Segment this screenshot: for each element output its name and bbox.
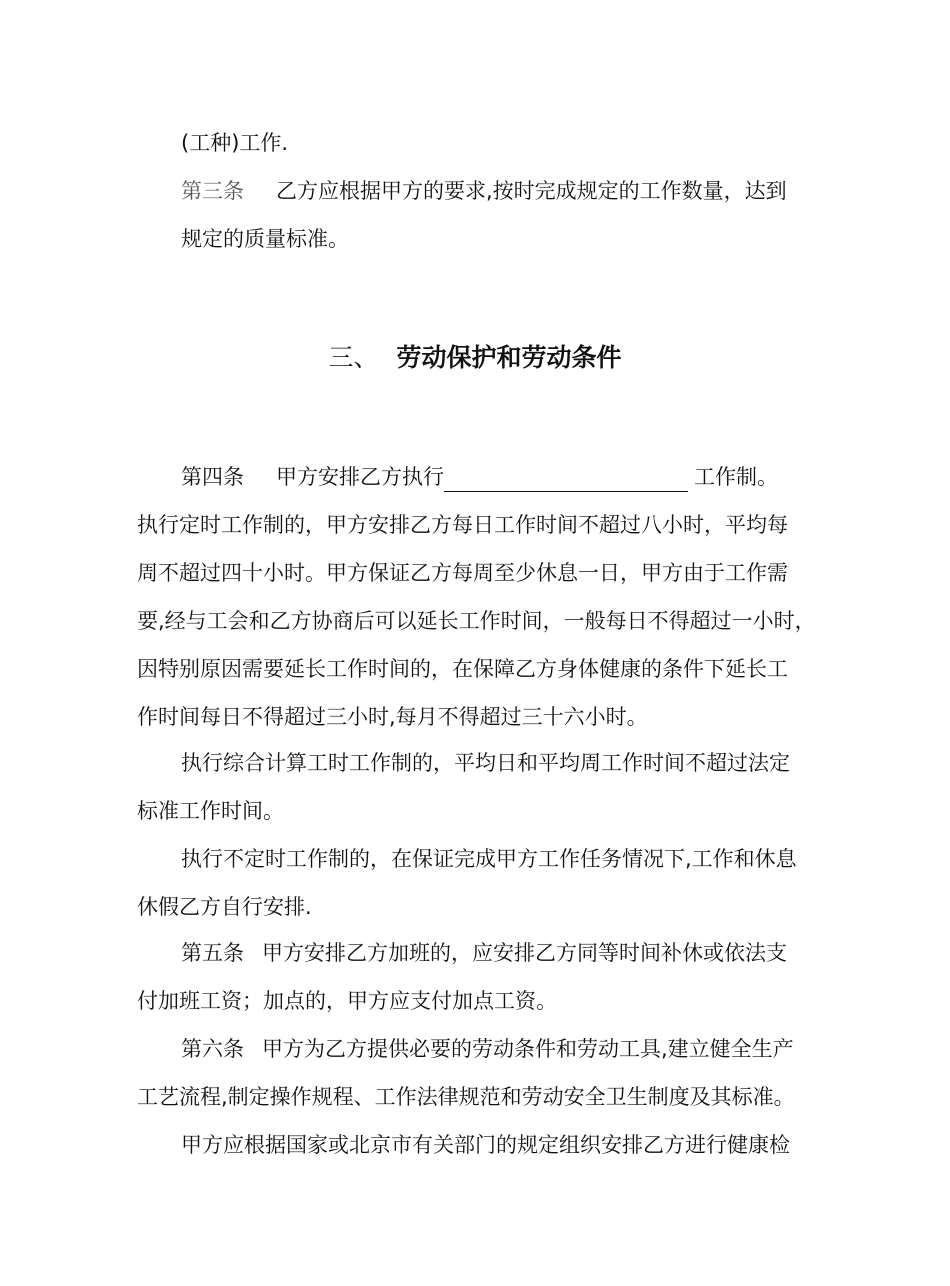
section-heading	[0, 340, 950, 376]
article6-line1	[181, 1034, 794, 1064]
article3-text-1: 乙方应根据甲方的要求,按时完成规定的工作数量，达到	[276, 179, 787, 203]
article2-continuation: (工种)工作.	[181, 131, 289, 155]
article4-body-line: 执行定时工作制的，甲方安排乙方每日工作时间不超过八小时，平均每	[137, 513, 788, 537]
article6-label: 第六条	[181, 1037, 244, 1061]
article6-text-1: 甲方为乙方提供必要的劳动条件和劳动工具,建立健全生产	[262, 1037, 794, 1061]
article4-text-after-blank: 工作制。	[694, 465, 778, 489]
article3-label: 第三条	[181, 179, 244, 203]
article4-body-line: 因特别原因需要延长工作时间的，在保障乙方身体健康的条件下延长工	[137, 657, 788, 681]
fill-in-blank	[444, 469, 688, 492]
section-number: 三、	[328, 343, 379, 372]
flexible-line2: 休假乙方自行安排.	[137, 895, 312, 919]
article5-line2: 付加班工资；加点的，甲方应支付加点工资。	[137, 989, 557, 1013]
article6-line3: 甲方应根据国家或北京市有关部门的规定组织安排乙方进行健康检	[181, 1133, 790, 1157]
article5-line1	[181, 938, 787, 968]
article4-text-before-blank: 甲方安排乙方执行	[276, 465, 444, 489]
article6-line2: 工艺流程,制定操作规程、工作法律规范和劳动安全卫生制度及其标准。	[137, 1085, 795, 1109]
article4-body-line: 作时间每日不得超过三小时,每月不得超过三十六小时。	[137, 705, 648, 729]
flexible-line1: 执行不定时工作制的，在保证完成甲方工作任务情况下,工作和休息	[181, 847, 797, 871]
comprehensive-line2: 标准工作时间。	[137, 799, 284, 823]
article3-line2: 规定的质量标准。	[181, 227, 349, 251]
article3-line1	[181, 176, 787, 206]
article4-line1	[181, 462, 778, 492]
comprehensive-line1: 执行综合计算工时工作制的，平均日和平均周工作时间不超过法定	[181, 751, 790, 775]
article4-label: 第四条	[181, 465, 244, 489]
article5-label: 第五条	[181, 941, 244, 965]
article4-body-line: 周不超过四十小时。甲方保证乙方每周至少休息一日，甲方由于工作需	[137, 561, 788, 585]
section-title: 劳动保护和劳动条件	[396, 343, 622, 372]
article4-body-line: 要,经与工会和乙方协商后可以延长工作时间，一般每日不得超过一小时，	[137, 609, 816, 633]
article5-text-1: 甲方安排乙方加班的，应安排乙方同等时间补休或依法支	[262, 941, 787, 965]
